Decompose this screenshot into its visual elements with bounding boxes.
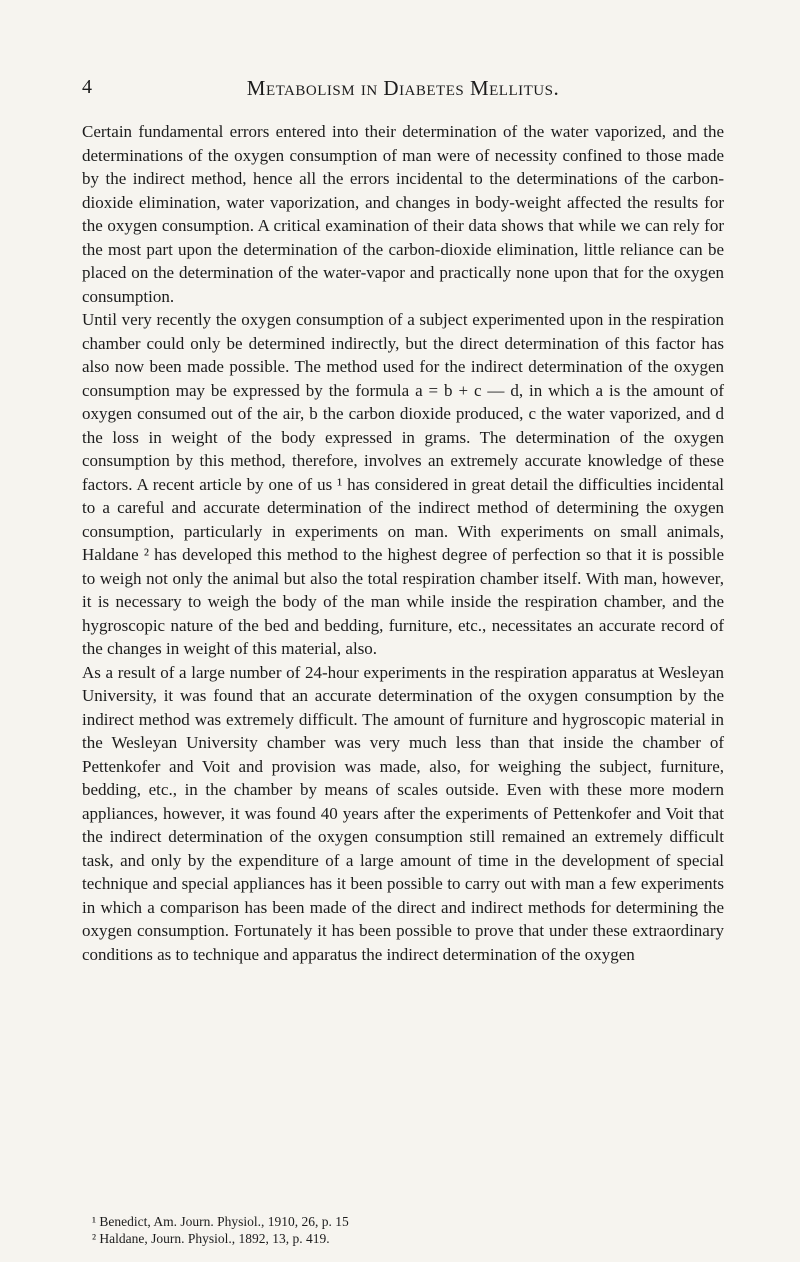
paragraph: Certain fundamental errors entered into their determination of the water vaporized, and the determinations of the oxygen consumption of man were of necessity confined to those made by the indirect method, hence all the errors incidental to the determinations of the carbon-dioxide elimination, water vaporization, and changes in body-weight affected the results for the oxygen consumption. A critical examination of their data shows that while we can rely for the most part upon the determination of the carbon-dioxide elimination, little reliance can be placed on the determination of the water-vapor and practically none upon that for the oxygen consumption. [82, 122, 724, 306]
footnote: ² Haldane, Journ. Physiol., 1892, 13, p. 419. [92, 1231, 330, 1246]
paragraph: Until very recently the oxygen consumption of a subject experimented upon in the respiration chamber could only be determined indirectly, but the direct determination of this factor has also now been made possible. The method used for the indirect determination of the oxygen consumption may be expressed by the formula a = b + c — d, in which a is the amount of oxygen consumed out of the air, b the carbon dioxide produced, c the water vaporized, and d the loss in weight of the body expressed in grams. The determination of the oxygen consumption by this method, therefore, involves an extremely accurate knowledge of these factors. A recent article by one of us ¹ has considered in great detail the difficulties incidental to a careful and accurate determination of the indirect method of determining the oxygen consumption, particularly in experiments on man. With experiments on small animals, Haldane ² has developed this method to the highest degree of perfection so that it is possible to weigh not only the animal but also the total respiration chamber itself. With man, however, it is necessary to weigh the body of the man while inside the respiration chamber, and the hygroscopic nature of the bed and bedding, furniture, etc., necessitates an accurate record of the changes in weight of this material, also. [82, 310, 724, 658]
running-title: Metabolism in Diabetes Mellitus. [246, 76, 560, 100]
paragraph: As a result of a large number of 24-hour experiments in the respiration apparatus at Wesleyan University, it was found that an accurate determination of the oxygen consumption by the indirect method was extremely difficult. The amount of furniture and hygroscopic material in the Wesleyan University chamber was very much less than that inside the chamber of Pettenkofer and Voit and provision was made, also, for weighing the subject, furniture, bedding, etc., in the chamber by means of scales outside. Even with these more modern appliances, however, it was found 40 years after the experiments of Pettenkofer and Voit that the indirect determination of the oxygen consumption still remained an extremely difficult task, and only by the expenditure of a large amount of time in the development of special technique and special appliances has it been possible to carry out with man a few experiments in which a comparison has been made of the direct and indirect methods for determining the oxygen consumption. Fortunately it has been possible to prove that under these extraordinary conditions as to technique and apparatus the indirect determination of the oxygen [82, 662, 724, 964]
footnote: ¹ Benedict, Am. Journ. Physiol., 1910, 26, p. 15 [92, 1214, 349, 1229]
page-header [82, 76, 724, 106]
page-number: 4 [82, 76, 93, 98]
body-text [82, 120, 724, 966]
footnotes [82, 1213, 724, 1247]
